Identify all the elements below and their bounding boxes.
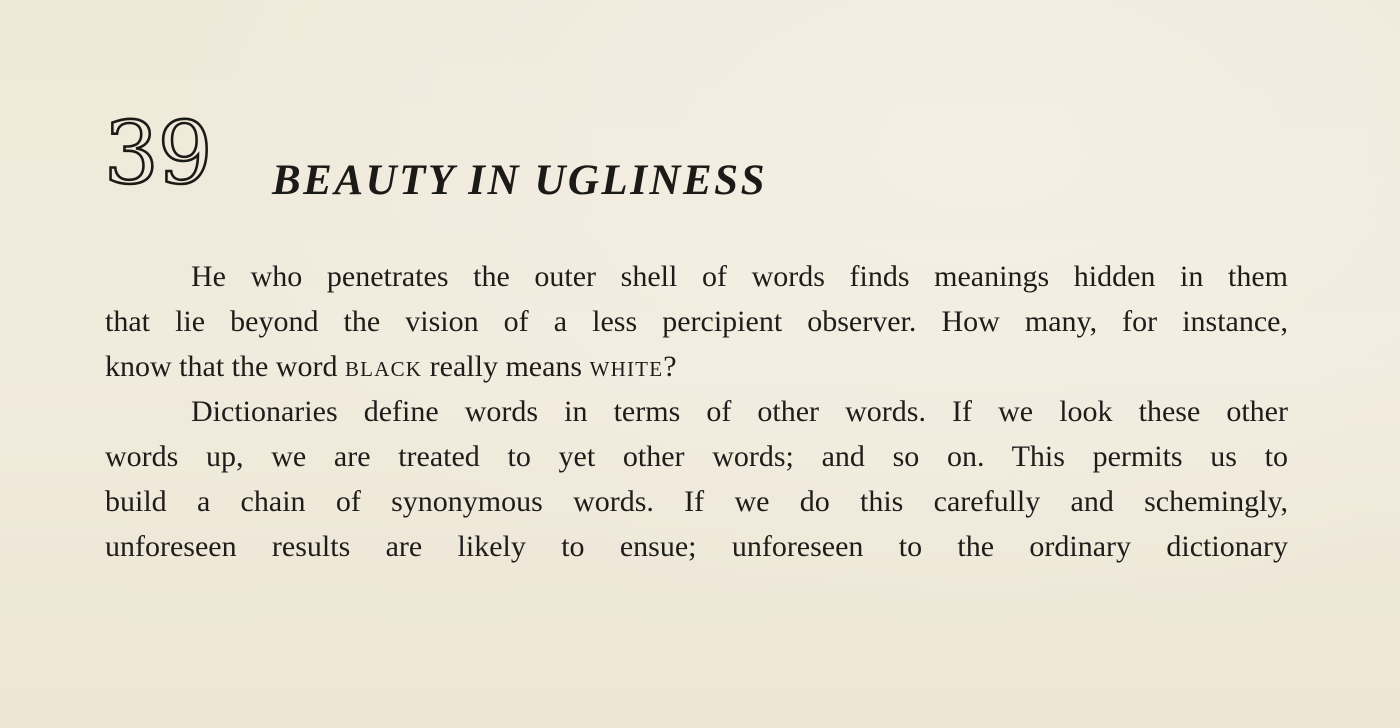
body-text (105, 254, 1288, 569)
text-span: build a chain of synonymous words. If we do this carefully and schemingly, (105, 485, 1288, 518)
text-line (105, 344, 1288, 389)
small-caps-word-white: white (589, 350, 664, 383)
chapter-header (104, 104, 1304, 214)
text-span: know that the word (105, 350, 345, 383)
text-span: really means (422, 350, 590, 383)
text-line (105, 389, 1288, 434)
text-span: ? (663, 350, 677, 383)
text-span: He who penetrates the outer shell of words finds meanings hidden in them (191, 260, 1288, 293)
paragraph (105, 254, 1288, 389)
text-span: words up, we are treated to yet other words; and so on. This permits us to (105, 440, 1288, 473)
text-line (105, 524, 1288, 569)
text-span: Dictionaries define words in terms of other words. If we look these other (191, 395, 1288, 428)
text-line (105, 299, 1288, 344)
text-line (105, 254, 1288, 299)
text-line (105, 479, 1288, 524)
text-span: that lie beyond the vision of a less percipient observer. How many, for instance, (105, 305, 1288, 338)
small-caps-word-black: black (344, 350, 423, 383)
paragraph (105, 389, 1288, 569)
chapter-number: 39 (104, 104, 212, 204)
text-span: unforeseen results are likely to ensue; unforeseen to the ordinary dictionary (105, 530, 1288, 563)
text-line (105, 434, 1288, 479)
chapter-title: BEAUTY IN UGLINESS (272, 157, 767, 204)
